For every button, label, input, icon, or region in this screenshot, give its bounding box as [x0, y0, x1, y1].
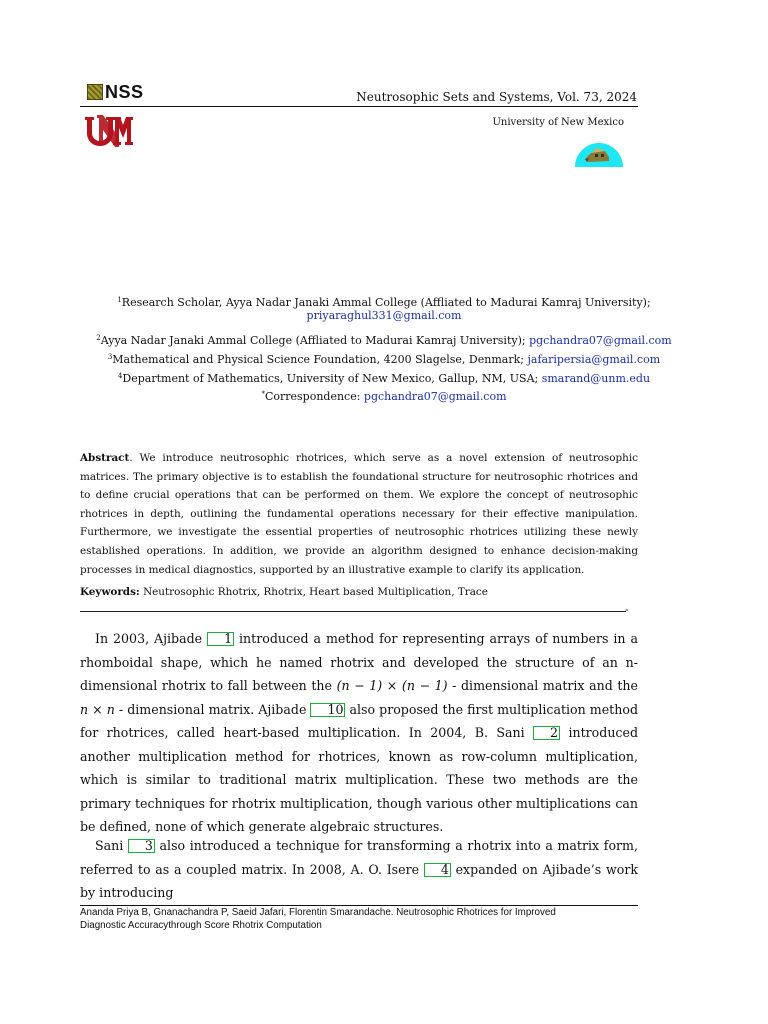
citation-link[interactable]: 1	[207, 632, 234, 646]
header-rule	[80, 106, 638, 107]
paragraph-text: - dimensional matrix and the	[447, 678, 638, 693]
affiliation-2	[80, 334, 688, 347]
keywords	[80, 586, 638, 598]
unm-logo-icon	[83, 113, 135, 149]
paragraph-text: Sani	[95, 838, 128, 853]
affiliation-text: Correspondence:	[264, 390, 364, 403]
journal-title: Neutrosophic Sets and Systems, Vol. 73, 2024	[356, 90, 637, 104]
citation-link[interactable]: 3	[128, 839, 155, 853]
affiliation-sup: 3	[107, 353, 113, 361]
footer-citation	[80, 907, 640, 932]
affiliation-text: Ayya Nadar Janaki Ammal College (Affliated to Madurai Kamraj University);	[100, 334, 530, 347]
body-paragraph-1	[80, 627, 638, 839]
email-link[interactable]: pgchandra07@gmail.com	[529, 334, 672, 347]
separator-dash: -	[625, 603, 629, 616]
affiliation-text: Department of Mathematics, University of New Mexico, Gallup, NM, USA;	[122, 372, 542, 385]
body-paragraph-2	[80, 834, 638, 905]
affiliation-1	[80, 296, 688, 322]
paragraph-text: also proposed the first multiplication method for rhotrices, called heart-based multiplication. In 2004, B. Sani	[80, 701, 639, 740]
keywords-label: Keywords:	[80, 586, 140, 598]
citation-link[interactable]: 2	[533, 726, 560, 740]
paragraph-text: introduced another multiplication method for rhotrices, known as row-column multiplication, which is similar to traditional matrix multiplication. These two methods are the primary techniques for rhotrix multiplication, though various other multiplications can be defined, none of which generate algebraic structures.	[80, 725, 639, 834]
footer-line: Ananda Priya B, Gnanachandra P, Saeid Jafari, Florentin Smarandache. Neutrosophic Rhotrices for Improved	[80, 907, 556, 918]
nss-logo	[87, 82, 144, 102]
affiliation-3	[80, 353, 688, 366]
affiliation-text: Mathematical and Physical Science Foundation, 4200 Slagelse, Denmark;	[112, 353, 528, 366]
abstract-label: Abstract	[80, 452, 130, 464]
affiliation-text: Research Scholar, Ayya Nadar Janaki Ammal College (Affliated to Madurai Kamraj University);	[121, 296, 651, 309]
affiliation-sup: *	[261, 390, 265, 398]
paragraph-text: also introduced a technique for transforming a rhotrix into a matrix form, referred to as a coupled matrix. In 2008, A. O. Isere	[80, 838, 638, 877]
citation-link[interactable]: 4	[424, 863, 451, 877]
affiliation-sup: 1	[117, 296, 122, 304]
paragraph-text: In 2003, Ajibade	[95, 631, 208, 646]
math-expression: (n − 1) × (n − 1)	[336, 678, 448, 693]
citation-link[interactable]: 10	[310, 703, 345, 717]
math-expression: n × n	[80, 701, 115, 717]
email-link[interactable]: smarand@unm.edu	[541, 372, 651, 385]
separator-rule	[80, 611, 626, 612]
abstract	[80, 449, 638, 579]
paragraph-text: introduced a method for representing arrays of numbers in a rhomboidal shape, which he named rhotrix and developed the structure of an n-dimensional rhotrix to fall between the	[80, 631, 638, 693]
email-link[interactable]: priyaraghul331@gmail.com	[306, 309, 462, 322]
nss-logo-icon	[87, 84, 103, 100]
correspondence	[80, 390, 688, 403]
footer-rule	[80, 905, 638, 906]
nss-crest-icon	[575, 131, 623, 167]
paragraph-text: - dimensional matrix. Ajibade	[114, 701, 311, 717]
keywords-text: Neutrosophic Rhotrix, Rhotrix, Heart based Multiplication, Trace	[139, 586, 488, 598]
paragraph-text: expanded on Ajibade’s work by introducing	[80, 861, 638, 900]
university-name: University of New Mexico	[492, 117, 624, 128]
email-link[interactable]: pgchandra07@gmail.com	[363, 390, 507, 403]
nss-logo-text: NSS	[105, 81, 144, 102]
email-link[interactable]: jafaripersia@gmail.com	[527, 353, 661, 366]
footer-line: Diagnostic Accuracythrough Score Rhotrix Computation	[80, 919, 322, 931]
affiliation-sup: 4	[117, 372, 123, 380]
affiliation-sup: 2	[96, 334, 101, 342]
abstract-text: . We introduce neutrosophic rhotrices, which serve as a novel extension of neutrosophic matrices. The primary objective is to establish the foundational structure for neutrosophic rhotrices and to define crucial operations that can be performed on them. We explore the concept of neutrosophic rhotrices in depth, outlining the fundamental operations necessary for their effective manipulation. Furthermore, we investigate the essential properties of neutrosophic rhotrices utilizing these newly established operations. In addition, we provide an algorithm designed to enhance decision-making processes in medical diagnostics, supported by an illustrative example to clarify its application.	[80, 452, 638, 576]
affiliation-4	[80, 372, 688, 385]
